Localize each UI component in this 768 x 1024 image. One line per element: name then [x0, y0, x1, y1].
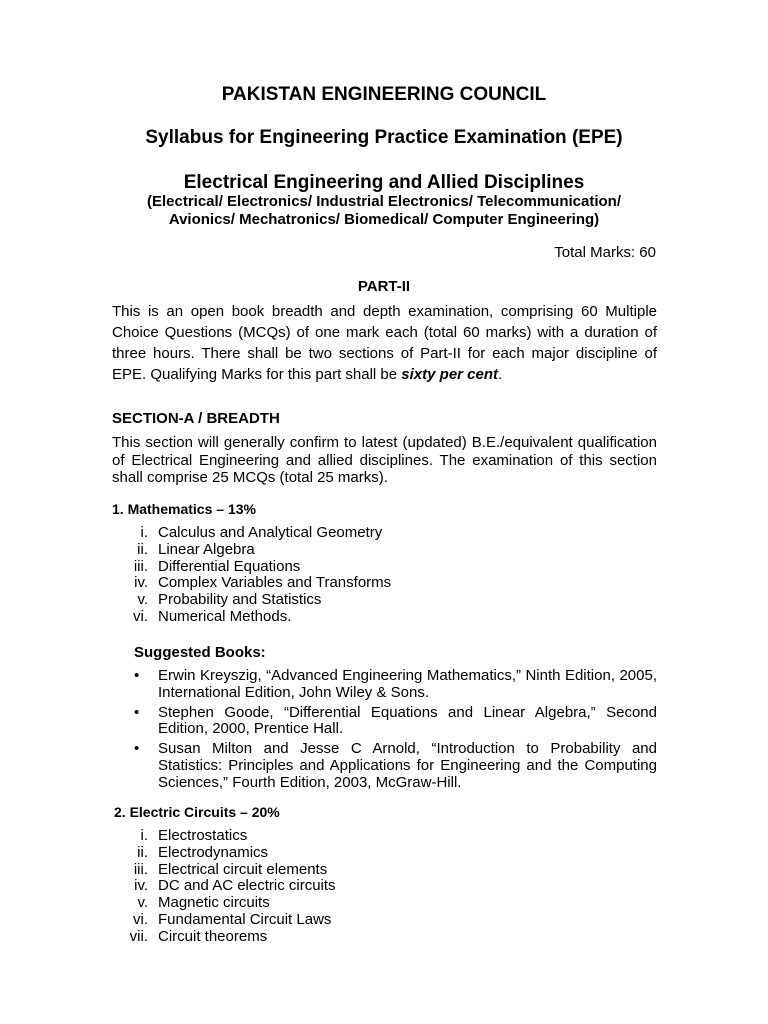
list-text: Probability and Statistics	[158, 591, 322, 609]
list-number: i.	[140, 827, 148, 844]
list-text: DC and AC electric circuits	[158, 877, 336, 895]
list-item	[112, 912, 336, 929]
list-text: Electrostatics	[158, 827, 248, 844]
org-title: PAKISTAN ENGINEERING COUNCIL	[221, 84, 547, 105]
list-text: Complex Variables and Transforms	[158, 574, 392, 592]
book-text: Susan Milton and Jesse C Arnold, “Introduction to Probability and Statistics: Principles and Applications for Engineering and the Computing Sciences,” Fourth Edition, 2003, McGraw-Hill.	[158, 740, 657, 791]
list-text: Circuit theorems	[158, 927, 268, 945]
list-item	[112, 609, 391, 626]
subdisciplines-line-1: (Electrical/ Electronics/ Industrial Electronics/ Telecommunication/	[146, 193, 622, 210]
list-item	[112, 828, 336, 845]
syllabus-title: Syllabus for Engineering Practice Examination (EPE)	[145, 127, 623, 148]
list-number: iv.	[134, 574, 148, 592]
list-number: iv.	[134, 877, 148, 895]
list-number: i.	[140, 524, 148, 541]
list-item	[112, 592, 391, 609]
section-a-text: This section will generally confirm to latest (updated) B.E./equivalent qualification of Electrical Engineering and allied disciplines. The examination of this section shall comprise 25 MCQs (total 25 marks).	[112, 434, 657, 486]
list-text: Linear Algebra	[158, 540, 255, 558]
list-number: vi.	[133, 607, 148, 625]
bullet-icon: •	[134, 740, 140, 758]
list-number: ii.	[137, 843, 148, 861]
list-number: iii.	[133, 557, 148, 575]
book-item	[134, 667, 657, 702]
suggested-books-title: Suggested Books:	[134, 644, 266, 661]
mathematics-title: 1. Mathematics – 13%	[112, 501, 256, 517]
mathematics-list	[112, 525, 391, 626]
subdisciplines-line-2: Avionics/ Mechatronics/ Biomedical/ Computer Engineering)	[168, 211, 600, 228]
part-intro-end: .	[498, 366, 503, 383]
list-number: v.	[137, 894, 148, 912]
list-text: Differential Equations	[158, 557, 301, 575]
part-intro-text: This is an open book breadth and depth examination, comprising 60 Multiple Choice Questions (MCQs) of one mark each (total 60 marks) with a duration of three hours. There shall be two sections of Part-II for each major discipline of EPE. Qualifying Marks for this part shall be	[112, 303, 657, 383]
part-intro	[112, 301, 657, 385]
list-item	[112, 895, 336, 912]
list-item	[112, 929, 336, 946]
list-item	[112, 862, 336, 879]
list-number: ii.	[137, 540, 148, 558]
bullet-icon: •	[134, 667, 140, 684]
bullet-icon: •	[134, 703, 140, 721]
book-text: Erwin Kreyszig, “Advanced Engineering Mathematics,” Ninth Edition, 2005, International Edition, John Wiley & Sons.	[158, 667, 657, 701]
list-item	[112, 878, 336, 895]
list-item	[112, 845, 336, 862]
book-text: Stephen Goode, “Differential Equations and Linear Algebra,” Second Edition, 2000, Prentice Hall.	[158, 703, 657, 738]
circuits-title: 2. Electric Circuits – 20%	[114, 804, 280, 820]
list-item	[112, 575, 391, 592]
qualifying-emphasis: sixty per cent	[401, 366, 499, 383]
list-item	[112, 525, 391, 542]
suggested-books-list	[134, 667, 657, 795]
book-item	[134, 740, 657, 791]
list-item	[112, 559, 391, 576]
list-item	[112, 542, 391, 559]
part-title: PART-II	[357, 278, 411, 295]
list-text: Electrodynamics	[158, 843, 269, 861]
list-number: iii.	[133, 860, 148, 878]
book-item	[134, 703, 657, 739]
total-marks: Total Marks: 60	[554, 244, 656, 261]
list-text: Electrical circuit elements	[158, 860, 328, 878]
list-text: Fundamental Circuit Laws	[158, 910, 332, 928]
list-number: v.	[137, 591, 148, 609]
circuits-list	[112, 828, 336, 946]
list-text: Magnetic circuits	[158, 894, 270, 912]
section-a-title: SECTION-A / BREADTH	[112, 410, 280, 427]
list-number: vi.	[133, 910, 148, 928]
list-text: Numerical Methods.	[158, 607, 292, 625]
list-text: Calculus and Analytical Geometry	[158, 524, 383, 541]
list-number: vii.	[129, 927, 148, 945]
discipline-title: Electrical Engineering and Allied Disciplines	[183, 172, 585, 193]
